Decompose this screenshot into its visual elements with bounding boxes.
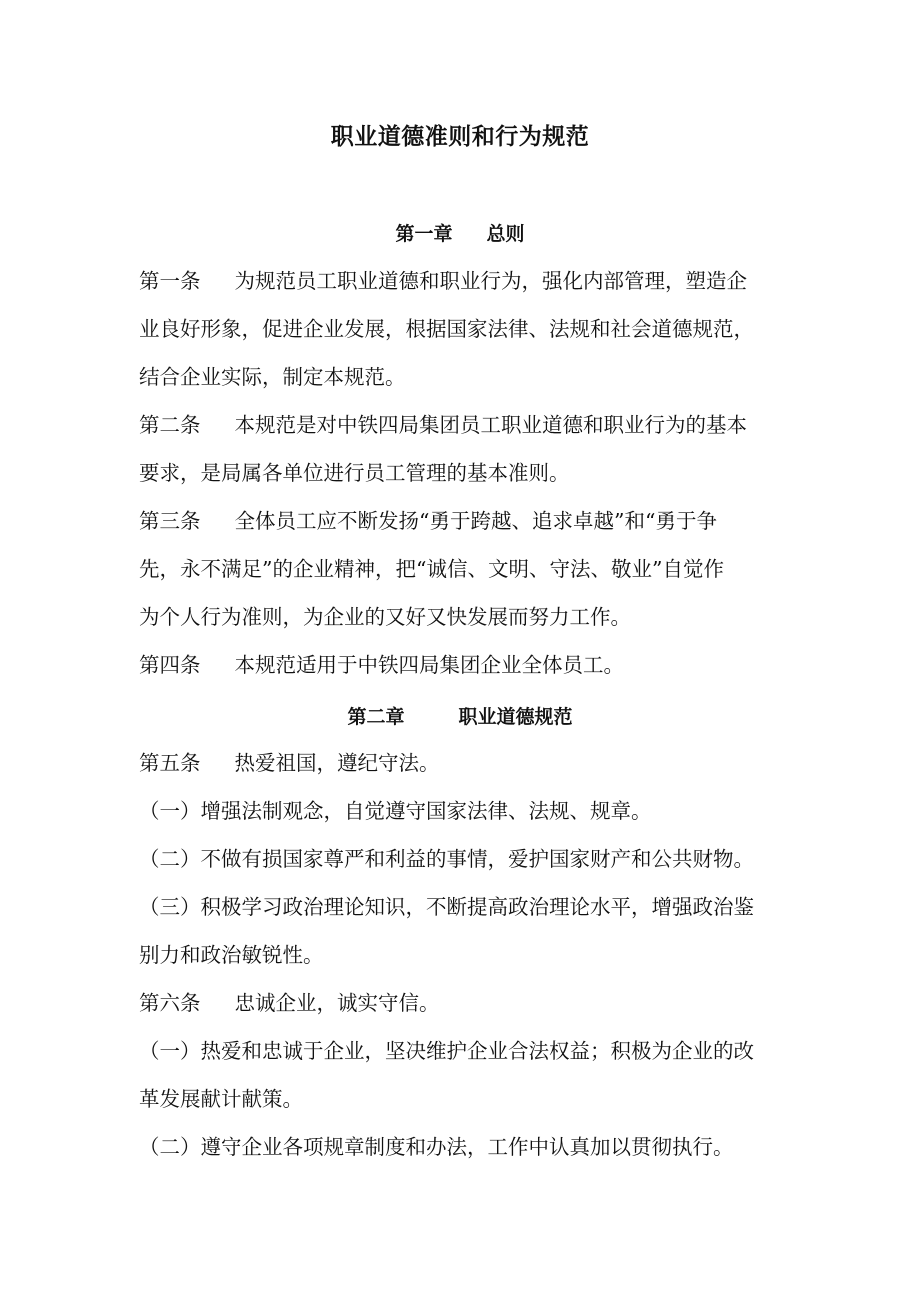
article-2-line-2: 要求，是局属各单位进行员工管理的基本准则。: [139, 461, 570, 485]
chapter-heading-2: [0, 702, 920, 729]
article-6-item-1-line-2: 革发展献计献策。: [139, 1087, 303, 1111]
article-label: 第一条: [139, 269, 201, 293]
article-3-line-2: 先，永不满足”的企业精神，把“诚信、文明、守法、敬业”自觉作: [139, 557, 724, 581]
article-text: 本规范适用于中铁四局集团企业全体员工。: [234, 653, 624, 677]
article-text: 为规范员工职业道德和职业行为，强化内部管理，塑造企: [234, 269, 747, 293]
article-4-line-1: [139, 650, 819, 680]
article-5-line-1: [139, 748, 819, 778]
article-text: 忠诚企业，诚实守信。: [234, 991, 440, 1015]
article-1-line-1: [139, 266, 819, 296]
chapter-heading-1: [0, 219, 920, 246]
article-3-line-3: 为个人行为准则，为企业的又好又快发展而努力工作。: [139, 605, 631, 629]
chapter-number: 第二章: [347, 706, 405, 728]
article-6-item-1-line-1: （一）热爱和忠诚于企业，坚决维护企业合法权益；积极为企业的改: [139, 1039, 754, 1063]
article-5-item-2: （二）不做有损国家尊严和利益的事情，爱护国家财产和公共财物。: [139, 847, 754, 871]
article-1-line-3: 结合企业实际，制定本规范。: [139, 365, 406, 389]
article-label: 第二条: [139, 413, 201, 437]
article-label: 第五条: [139, 751, 201, 775]
chapter-number: 第一章: [395, 223, 453, 245]
article-5-item-1: （一）增强法制观念，自觉遵守国家法律、法规、规章。: [139, 799, 652, 823]
article-5-item-3-line-1: （三）积极学习政治理论知识，不断提高政治理论水平，增强政治鉴: [139, 895, 754, 919]
article-label: 第三条: [139, 509, 201, 533]
article-6-line-1: [139, 988, 819, 1018]
article-2-line-1: [139, 410, 819, 440]
article-3-line-1: [139, 506, 819, 536]
article-label: 第六条: [139, 991, 201, 1015]
article-5-item-3-line-2: 别力和政治敏锐性。: [139, 943, 324, 967]
article-label: 第四条: [139, 653, 201, 677]
article-6-item-2: （二）遵守企业各项规章制度和办法，工作中认真加以贯彻执行。: [139, 1135, 734, 1159]
article-text: 热爱祖国，遵纪守法。: [234, 751, 440, 775]
document-title: 职业道德准则和行为规范: [330, 124, 590, 150]
chapter-name: 职业道德规范: [458, 706, 573, 728]
article-text: 本规范是对中铁四局集团员工职业道德和职业行为的基本: [234, 413, 747, 437]
article-1-line-2: 业良好形象，促进企业发展，根据国家法律、法规和社会道德规范，: [139, 317, 754, 341]
chapter-name: 总则: [486, 223, 525, 245]
article-text: 全体员工应不断发扬“勇于跨越、追求卓越”和“勇于争: [234, 509, 717, 533]
